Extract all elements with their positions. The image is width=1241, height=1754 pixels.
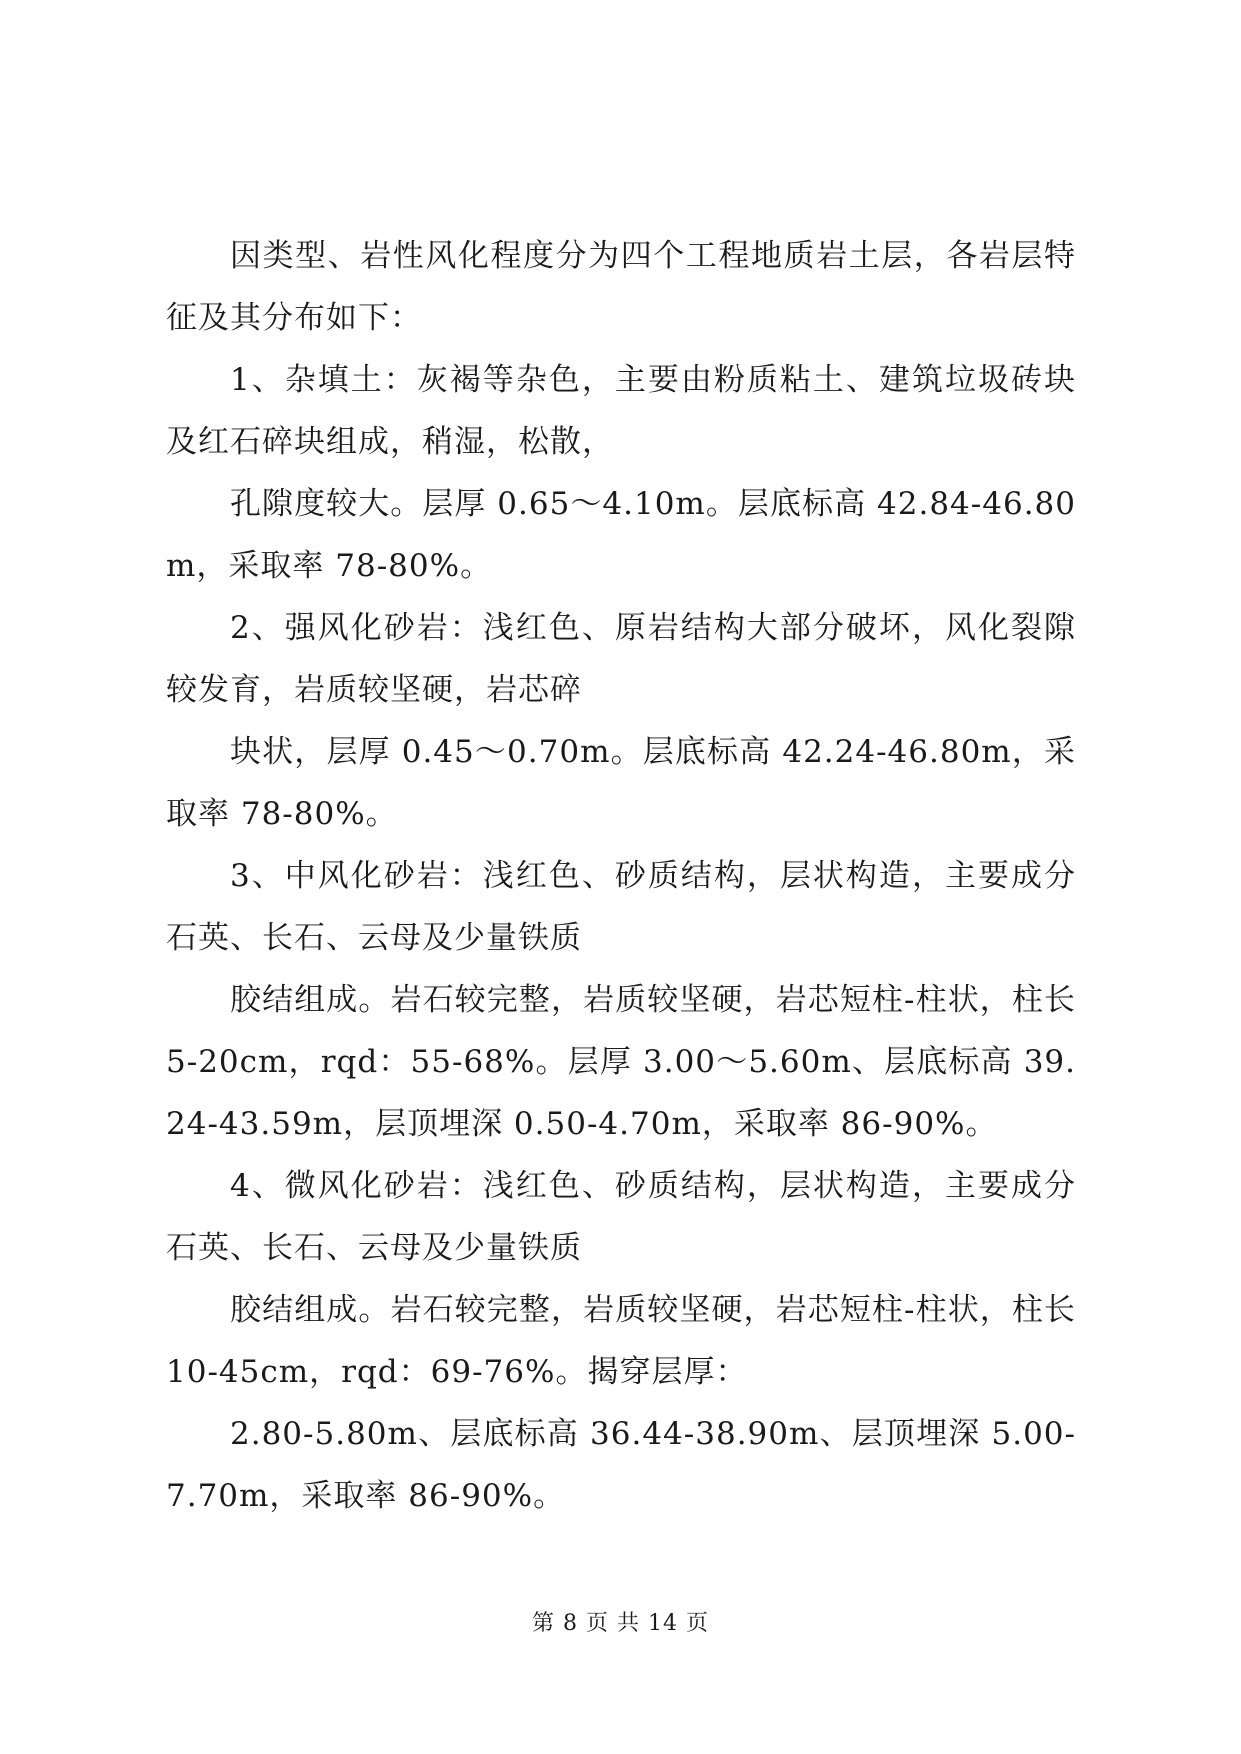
paragraph: 3、中风化砂岩：浅红色、砂质结构，层状构造，主要成分石英、长石、云母及少量铁质 [166, 858, 1076, 956]
paragraph: 因类型、岩性风化程度分为四个工程地质岩土层，各岩层特征及其分布如下： [166, 238, 1076, 336]
paragraph: 2.80-5.80m、层底标高 36.44-38.90m、层顶埋深 5.00-7.70m，采取率 86-90%。 [166, 1416, 1076, 1514]
paragraph: 孔隙度较大。层厚 0.65～4.10m。层底标高 42.84-46.80m，采取率 78-80%。 [166, 486, 1076, 584]
paragraph: 4、微风化砂岩：浅红色、砂质结构，层状构造，主要成分石英、长石、云母及少量铁质 [166, 1168, 1076, 1266]
paragraph: 块状，层厚 0.45～0.70m。层底标高 42.24-46.80m，采取率 78-80%。 [166, 734, 1076, 832]
body-text [166, 225, 1076, 1527]
paragraph: 2、强风化砂岩：浅红色、原岩结构大部分破坏，风化裂隙较发育，岩质较坚硬，岩芯碎 [166, 610, 1076, 708]
paragraph: 胶结组成。岩石较完整，岩质较坚硬，岩芯短柱-柱状，柱长 10-45cm，rqd：69-76%。揭穿层厚： [166, 1292, 1076, 1390]
paragraph: 1、杂填土：灰褐等杂色，主要由粉质粘土、建筑垃圾砖块及红石碎块组成，稍湿，松散， [166, 362, 1076, 460]
paragraph: 胶结组成。岩石较完整，岩质较坚硬，岩芯短柱-柱状，柱长 5-20cm，rqd：55-68%。层厚 3.00～5.60m、层底标高 39.24-43.59m，层顶埋深 0.50-4.70m，采取率 86-90%。 [166, 982, 1076, 1142]
page-number-footer: 第 8 页 共 14 页 [532, 1611, 709, 1636]
